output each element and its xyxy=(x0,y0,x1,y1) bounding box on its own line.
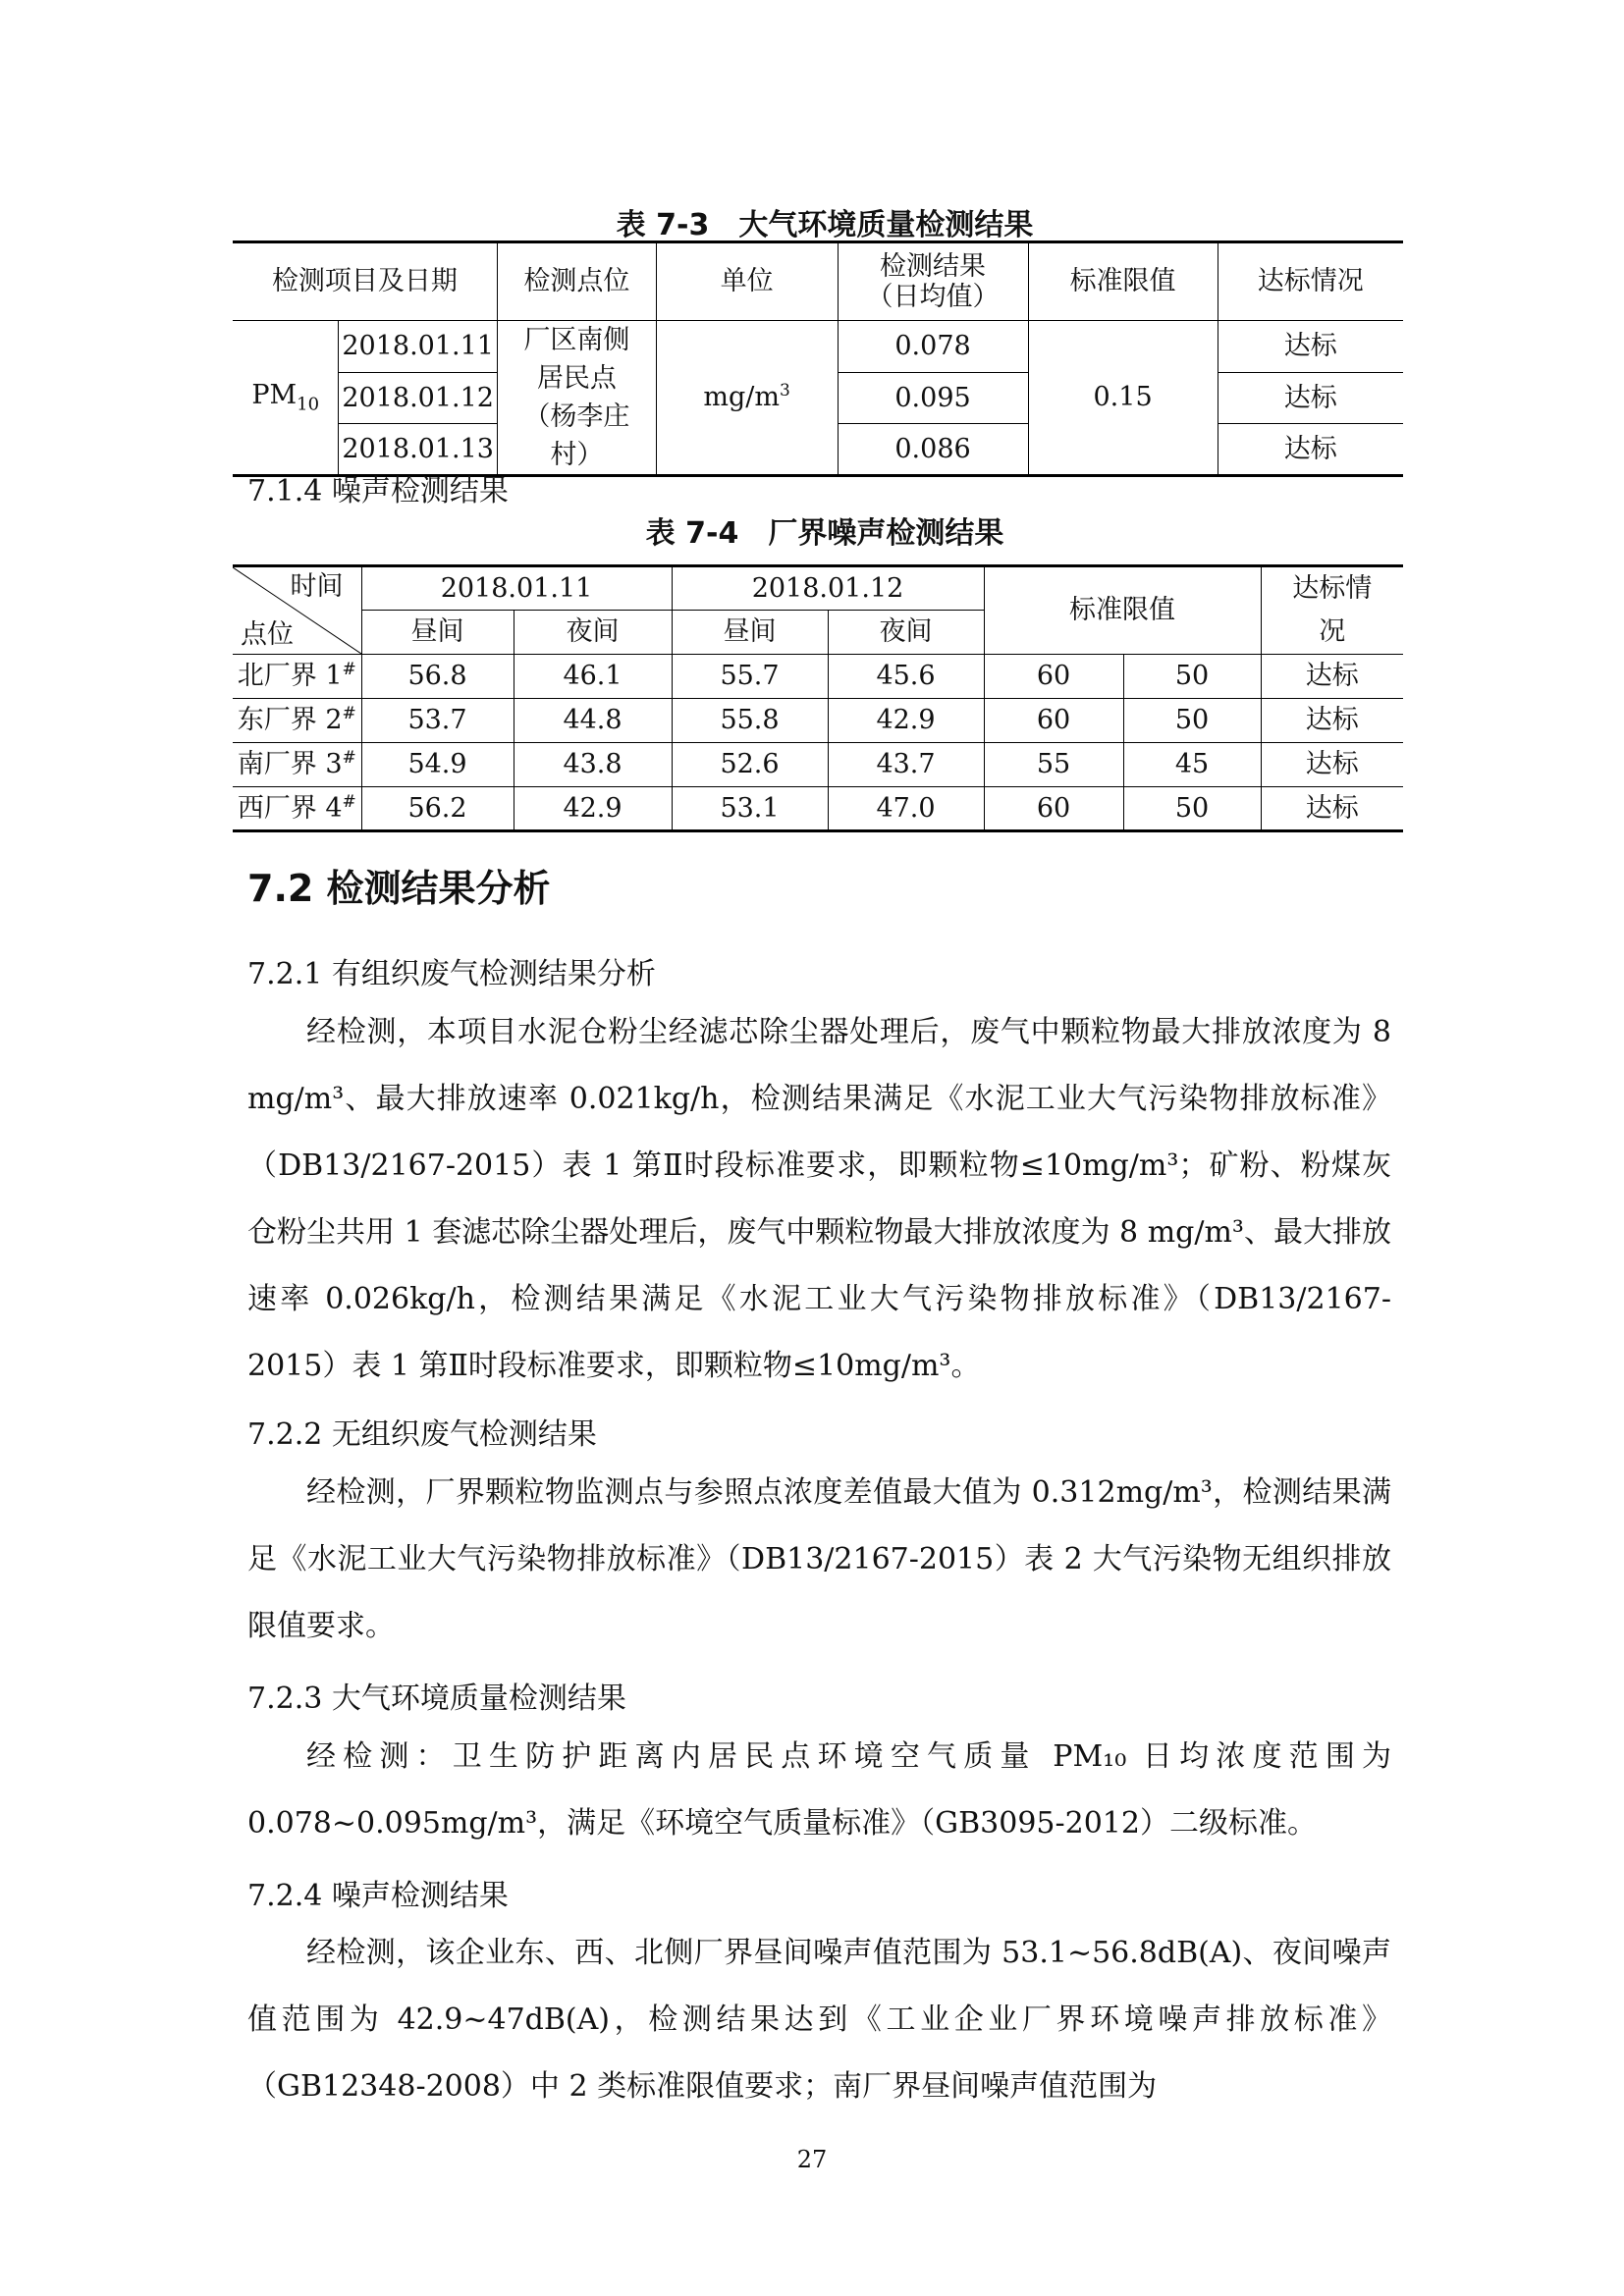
value-cell: 0.095 xyxy=(838,372,1028,424)
site-cell xyxy=(233,699,361,743)
site-label: 西厂界 4 xyxy=(237,792,343,824)
date-cell: 2018.01.13 xyxy=(339,424,497,476)
corner-site-label: 点位 xyxy=(241,618,294,650)
paragraph-7-2-1: 经检测，本项目水泥仓粉尘经滤芯除尘器处理后，废气中颗粒物最大排放浓度为 8 mg/m³、最大排放速率 0.021kg/h，检测结果满足《水泥工业大气污染物排放标准》（DB13/2167-2015）表 1 第Ⅱ时段标准要求，即颗粒物≤10mg/m³；矿粉、粉煤灰仓粉尘共用 1 套滤芯除尘器处理后，废气中颗粒物最大排放浓度为 8 mg/m³、最大排放速率 0.026kg/h，检测结果满足《水泥工业大气污染物排放标准》（DB13/2167-2015）表 1 第Ⅱ时段标准要求，即颗粒物≤10mg/m³。 xyxy=(247,1015,1391,1383)
status-cell: 达标 xyxy=(1261,699,1403,743)
table-row xyxy=(233,787,1403,831)
header-site: 检测点位 xyxy=(497,242,656,321)
section-7-2-2-heading: 7.2.2 无组织废气检测结果 xyxy=(247,1417,597,1452)
value-cell: 0.078 xyxy=(838,321,1028,373)
site-sup: # xyxy=(342,748,356,769)
value-cell: 42.9 xyxy=(828,699,984,743)
limit-cell: 60 xyxy=(984,699,1123,743)
day-header-2: 昼间 xyxy=(672,611,828,655)
section-7-2-heading: 7.2 检测结果分析 xyxy=(247,867,551,910)
header-item-date: 检测项目及日期 xyxy=(233,242,497,321)
section-7-2-1-heading: 7.2.1 有组织废气检测结果分析 xyxy=(247,957,656,991)
site-cell xyxy=(497,321,656,476)
status-cell: 达标 xyxy=(1261,655,1403,699)
limit-cell: 60 xyxy=(984,787,1123,831)
site-sup: # xyxy=(342,704,356,724)
value-cell: 53.7 xyxy=(361,699,514,743)
status-cell: 达标 xyxy=(1218,372,1403,424)
pm10-subscript: 10 xyxy=(297,394,320,415)
paragraph-7-2-2: 经检测，厂界颗粒物监测点与参照点浓度差值最大值为 0.312mg/m³，检测结果满足《水泥工业大气污染物排放标准》（DB13/2167-2015）表 2 大气污染物无组织排放限值要求。 xyxy=(247,1475,1391,1643)
table-7-3-caption: 表 7-3 大气环境质量检测结果 xyxy=(616,208,1034,242)
value-cell: 42.9 xyxy=(514,787,672,831)
date-header-2: 2018.01.12 xyxy=(672,566,984,611)
limit-cell: 60 xyxy=(984,655,1123,699)
site-label: 北厂界 1 xyxy=(237,661,343,692)
value-cell: 56.8 xyxy=(361,655,514,699)
value-cell: 56.2 xyxy=(361,787,514,831)
pm10-cell xyxy=(233,321,339,476)
site-sup: # xyxy=(342,791,356,812)
table-7-4-caption: 表 7-4 厂界噪声检测结果 xyxy=(645,516,1004,551)
section-7-2-4-heading: 7.2.4 噪声检测结果 xyxy=(247,1879,509,1913)
table-row xyxy=(233,655,1403,699)
value-cell: 43.7 xyxy=(828,743,984,787)
pm10-label: PM xyxy=(251,379,298,410)
value-cell: 0.086 xyxy=(838,424,1028,476)
header-limit: 标准限值 xyxy=(1028,242,1218,321)
limit-cell: 50 xyxy=(1123,699,1261,743)
header-unit: 单位 xyxy=(656,242,838,321)
limit-cell: 50 xyxy=(1123,655,1261,699)
status-cell: 达标 xyxy=(1261,787,1403,831)
site-text: 厂区南侧居民点（杨李庄村） xyxy=(523,325,630,470)
header-result: 检测结果 （日均值） xyxy=(838,242,1028,321)
table-row xyxy=(233,699,1403,743)
value-cell: 54.9 xyxy=(361,743,514,787)
value-cell: 44.8 xyxy=(514,699,672,743)
page-number: 27 xyxy=(796,2146,828,2173)
value-cell: 55.7 xyxy=(672,655,828,699)
value-cell: 45.6 xyxy=(828,655,984,699)
site-label: 东厂界 2 xyxy=(237,705,343,736)
limit-header: 标准限值 xyxy=(984,566,1261,655)
value-cell: 53.1 xyxy=(672,787,828,831)
site-cell xyxy=(233,655,361,699)
value-cell: 52.6 xyxy=(672,743,828,787)
section-7-2-3-heading: 7.2.3 大气环境质量检测结果 xyxy=(247,1682,626,1716)
value-cell: 55.8 xyxy=(672,699,828,743)
limit-cell: 45 xyxy=(1123,743,1261,787)
status-header-text: 达标情况 xyxy=(1292,573,1373,647)
date-header-1: 2018.01.11 xyxy=(361,566,672,611)
night-header-2: 夜间 xyxy=(828,611,984,655)
table-row xyxy=(233,743,1403,787)
site-cell xyxy=(233,743,361,787)
status-cell: 达标 xyxy=(1218,424,1403,476)
status-header xyxy=(1261,566,1403,655)
value-cell: 43.8 xyxy=(514,743,672,787)
table-7-3 xyxy=(233,240,1403,477)
limit-cell: 50 xyxy=(1123,787,1261,831)
corner-time-label: 时间 xyxy=(290,571,344,602)
date-cell: 2018.01.11 xyxy=(339,321,497,373)
site-sup: # xyxy=(342,660,356,680)
status-cell: 达标 xyxy=(1261,743,1403,787)
night-header-1: 夜间 xyxy=(514,611,672,655)
date-cell: 2018.01.12 xyxy=(339,372,497,424)
unit-cell xyxy=(656,321,838,476)
unit-sup: 3 xyxy=(780,381,790,401)
site-label: 南厂界 3 xyxy=(237,749,343,780)
header-status: 达标情况 xyxy=(1218,242,1403,321)
limit-cell: 55 xyxy=(984,743,1123,787)
status-cell: 达标 xyxy=(1218,321,1403,373)
section-7-1-4-heading: 7.1.4 噪声检测结果 xyxy=(247,474,509,508)
limit-cell: 0.15 xyxy=(1028,321,1218,476)
paragraph-7-2-4: 经检测，该企业东、西、北侧厂界昼间噪声值范围为 53.1~56.8dB(A)、夜间噪声值范围为 42.9~47dB(A)，检测结果达到《工业企业厂界环境噪声排放标准》（GB12348-2008）中 2 类标准限值要求；南厂界昼间噪声值范围为 xyxy=(247,1936,1391,2104)
site-cell xyxy=(233,787,361,831)
table-7-4 xyxy=(233,564,1403,832)
value-cell: 47.0 xyxy=(828,787,984,831)
unit-text: mg/m xyxy=(703,382,781,413)
day-header-1: 昼间 xyxy=(361,611,514,655)
corner-cell xyxy=(233,566,361,655)
value-cell: 46.1 xyxy=(514,655,672,699)
paragraph-7-2-3: 经检测：卫生防护距离内居民点环境空气质量 PM₁₀ 日均浓度范围为 0.078~0.095mg/m³，满足《环境空气质量标准》（GB3095-2012）二级标准。 xyxy=(247,1739,1391,1841)
